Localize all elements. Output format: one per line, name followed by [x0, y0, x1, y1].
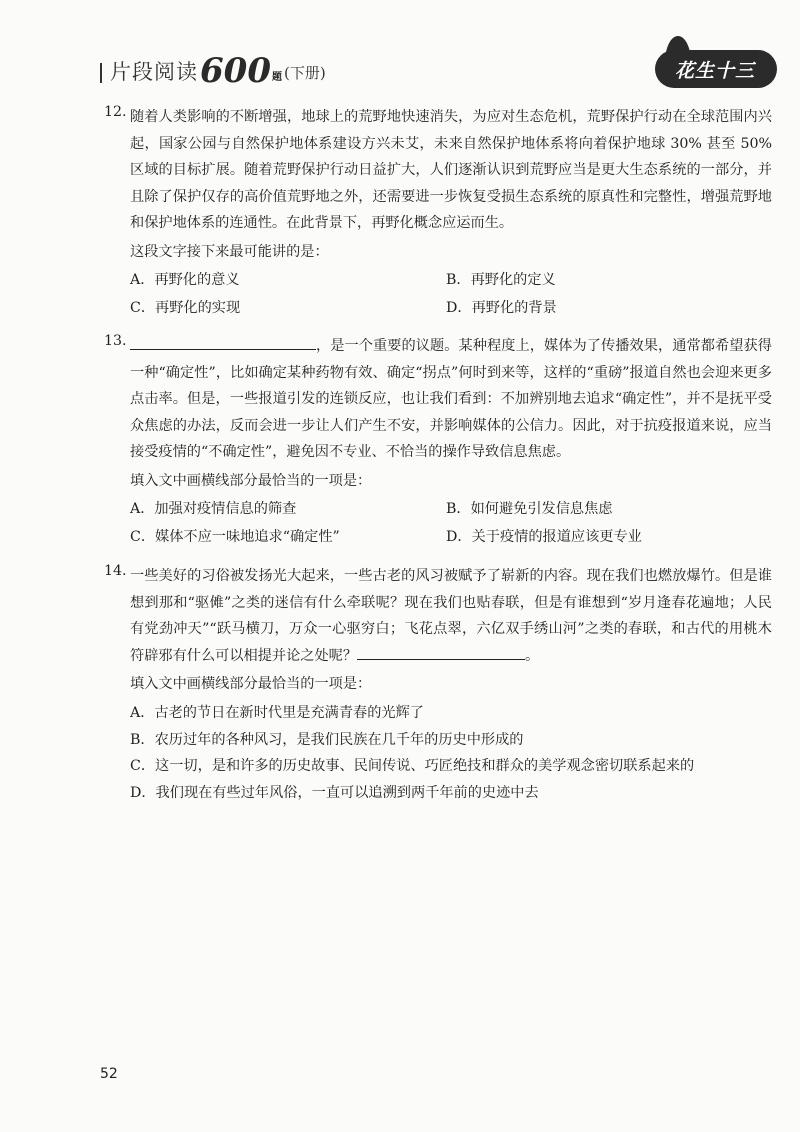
brand-name: 花生十三	[675, 60, 756, 82]
header-rule	[100, 63, 102, 83]
option-list	[130, 700, 772, 806]
option-b: B．农历过年的各种风习，是我们民族在几千年的历史中形成的	[130, 731, 524, 748]
option-c: C．媒体不应一味地追求“确定性”	[130, 528, 340, 545]
fill-in-blank	[357, 645, 525, 660]
option-a: A．古老的节日在新时代里是充满青春的光辉了	[130, 705, 424, 722]
question-passage: 随着人类影响的不断增强，地球上的荒野地快速消失，为应对生态危机，荒野保护行动在全球范围内兴起，国家公园与自然保护地体系建设方兴未艾，未来自然保护地体系将向着保护地球 30% 甚至 50% 区域的目标扩展。随着荒野保护行动日益扩大，人们逐渐认识到荒野应当是更大生态系统的一部分，并且除了保护仅存的高价值荒野地之外，还需要进一步恢复受损生态系统的原真性和完整性，增强荒野地和保护地体系的连通性。在此背景下，再野化概念应运而生。	[130, 109, 772, 232]
question-passage	[130, 333, 772, 466]
question-passage	[130, 563, 772, 669]
question-prompt: 这段文字接下来最可能讲的是：	[130, 243, 329, 260]
question-12	[104, 104, 772, 321]
passage-text: 一些美好的习俗被发扬光大起来，一些古老的风习被赋予了崭新的内容。现在我们也燃放爆竹。但是谁想到那和“驱傩”之类的迷信有什么牵联呢？现在我们也贴春联，但是有谁想到“岁月逢春花遍地；人民有党劲冲天”“跃马横刀，万众一心驱穷白；飞花点翠，六亿双手绣山河”之类的春联，和古代的用桃木符辟邪有什么可以相提并论之处呢？	[130, 568, 772, 664]
question-prompt: 填入文中画横线部分最恰当的一项是：	[130, 676, 372, 693]
book-title	[100, 51, 326, 91]
volume-label: (下册)	[283, 64, 326, 82]
question-14	[104, 563, 772, 806]
question-number: 12.	[104, 104, 127, 120]
passage-text: ，是一个重要的议题。某种程度上，媒体为了传播效果，通常都希望获得一种“确定性”，比如确定某种药物有效、确定“拐点”何时到来等，这样的“重磅”报道自然也会迎来更多点击率。但是，一些报道引发的连锁反应，也让我们看到：不加辨别地去追求“确定性”，并不是抚平受众焦虑的办法，反而会进一步让人们产生不安，并影响媒体的公信力。因此，对于抗疫报道来说，应当接受疫情的“不确定性”，避免因不专业、不恰当的操作导致信息焦虑。	[130, 338, 772, 461]
option-d: D．我们现在有些过年风俗，一直可以追溯到两千年前的史迹中去	[130, 784, 539, 801]
question-prompt: 填入文中画横线部分最恰当的一项是：	[130, 472, 372, 489]
page-number: 52	[100, 1066, 118, 1082]
question-number: 14.	[104, 563, 127, 579]
option-a: A．再野化的意义	[130, 271, 240, 288]
option-c: C．再野化的实现	[130, 299, 241, 316]
option-b: B．再野化的定义	[446, 271, 556, 288]
option-d: D．关于疫情的报道应该更专业	[446, 528, 642, 545]
fill-in-blank	[130, 335, 316, 350]
question-13	[104, 333, 772, 550]
option-b: B．如何避免引发信息焦虑	[446, 500, 613, 517]
option-a: A．加强对疫情信息的筛查	[130, 500, 297, 517]
series-name: 片段阅读	[110, 60, 198, 84]
option-list	[130, 268, 772, 321]
question-count-suffix: 题	[271, 72, 282, 83]
option-d: D．再野化的背景	[446, 299, 557, 316]
page-header	[0, 44, 800, 104]
option-list	[130, 497, 772, 550]
option-c: C．这一切，是和许多的历史故事、民间传说、巧匠绝技和群众的美学观念密切联系起来的	[130, 758, 695, 775]
question-number: 13.	[104, 333, 127, 349]
question-count: 600	[200, 51, 271, 91]
brand-logo	[655, 44, 777, 92]
passage-end: 。	[525, 647, 540, 664]
